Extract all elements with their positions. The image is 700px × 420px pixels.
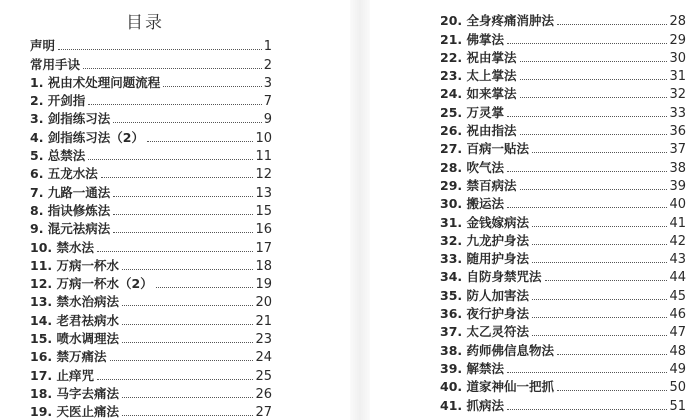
toc-entry <box>30 36 272 54</box>
toc-entry <box>30 237 272 255</box>
toc-entry-page-number: 10 <box>255 130 272 146</box>
toc-entry <box>440 340 686 358</box>
toc-entry <box>440 157 686 175</box>
dot-leader <box>101 177 254 178</box>
toc-entry-page-number: 1 <box>263 39 272 55</box>
toc-entry-page-number: 3 <box>263 75 272 91</box>
toc-entry-page-number: 36 <box>669 124 686 140</box>
toc-entry-page-number: 37 <box>669 142 686 158</box>
toc-entry-page-number: 19 <box>255 277 272 293</box>
toc-entry-label: 33. 随用护身法 <box>440 251 529 267</box>
toc-entry-page-number: 28 <box>669 14 686 30</box>
dot-leader <box>520 189 668 190</box>
dot-leader <box>507 372 667 373</box>
toc-entry <box>30 384 272 402</box>
toc-entry-label: 31. 金钱嫁病法 <box>440 214 529 230</box>
dot-leader <box>507 43 667 44</box>
toc-entry-page-number: 11 <box>255 149 272 165</box>
toc-entry-label: 2. 开剑指 <box>30 93 86 109</box>
dot-leader <box>113 214 253 215</box>
toc-entry <box>30 329 272 347</box>
toc-entry-page-number: 23 <box>255 332 272 348</box>
toc-entry <box>440 66 686 84</box>
toc-entry-label: 28. 吹气法 <box>440 159 504 175</box>
dot-leader <box>122 324 253 325</box>
toc-entry <box>30 182 272 200</box>
toc-entry-page-number: 44 <box>669 270 686 286</box>
toc-entry <box>30 54 272 72</box>
toc-entry-label: 32. 九龙护身法 <box>440 232 529 248</box>
dot-leader <box>520 61 668 62</box>
toc-entry-label: 36. 夜行护身法 <box>440 306 529 322</box>
toc-entry-label: 22. 祝由掌法 <box>440 49 517 65</box>
toc-entry-page-number: 17 <box>255 240 272 256</box>
toc-entry-label: 常用手诀 <box>30 56 81 72</box>
dot-leader <box>122 415 253 416</box>
toc-entry-label: 40. 道家神仙一把抓 <box>440 379 554 395</box>
dot-leader <box>545 280 668 281</box>
toc-entry <box>440 304 686 322</box>
toc-entry <box>30 109 272 127</box>
toc-entry <box>440 212 686 230</box>
toc-entry-label: 35. 防人加害法 <box>440 287 529 303</box>
dot-leader <box>520 97 668 98</box>
toc-entry-page-number: 18 <box>255 258 272 274</box>
dot-leader <box>520 134 668 135</box>
toc-entry <box>440 359 686 377</box>
toc-entry-label: 4. 剑指练习法（2） <box>30 129 144 145</box>
toc-entry-page-number: 41 <box>669 215 686 231</box>
toc-entry-label: 16. 禁万痛法 <box>30 349 107 365</box>
toc-entry <box>440 121 686 139</box>
toc-entry-label: 12. 万病一杯水（2） <box>30 276 153 292</box>
toc-entry-label: 13. 禁水治病法 <box>30 294 119 310</box>
toc-list-right <box>440 11 686 414</box>
dot-leader <box>97 251 253 252</box>
toc-entry-page-number: 42 <box>669 233 686 249</box>
toc-entry-page-number: 9 <box>263 112 272 128</box>
toc-entry <box>30 73 272 91</box>
toc-entry-page-number: 40 <box>669 197 686 213</box>
toc-entry-page-number: 46 <box>669 307 686 323</box>
toc-entry-label: 1. 祝由术处理问题流程 <box>30 74 161 90</box>
toc-entry <box>30 256 272 274</box>
toc-entry <box>30 164 272 182</box>
toc-entry-page-number: 45 <box>669 288 686 304</box>
toc-entry <box>440 285 686 303</box>
toc-entry-label: 38. 药师佛信息物法 <box>440 342 554 358</box>
right-page <box>370 0 700 420</box>
toc-entry-label: 9. 混元祛病法 <box>30 221 111 237</box>
toc-entry <box>440 176 686 194</box>
toc-entry <box>30 347 272 365</box>
toc-entry-page-number: 24 <box>255 350 272 366</box>
toc-entry <box>30 365 272 383</box>
toc-entry-page-number: 7 <box>263 94 272 110</box>
dot-leader <box>532 299 667 300</box>
toc-entry <box>30 146 272 164</box>
toc-entry-page-number: 20 <box>255 295 272 311</box>
toc-entry-label: 25. 万灵掌 <box>440 104 504 120</box>
dot-leader <box>97 379 253 380</box>
toc-entry-label: 24. 如来掌法 <box>440 86 517 102</box>
toc-entry-page-number: 21 <box>255 313 272 329</box>
toc-entry-label: 19. 天医止痛法 <box>30 404 119 420</box>
toc-entry-page-number: 25 <box>255 368 272 384</box>
toc-entry-page-number: 27 <box>255 405 272 420</box>
dot-leader <box>122 269 253 270</box>
toc-entry-page-number: 32 <box>669 87 686 103</box>
toc-entry-label: 26. 祝由指法 <box>440 123 517 139</box>
toc-entry-page-number: 26 <box>255 386 272 402</box>
toc-entry-page-number: 12 <box>255 167 272 183</box>
toc-entry <box>440 84 686 102</box>
dot-leader <box>88 104 261 105</box>
dot-leader <box>507 171 667 172</box>
dot-leader <box>122 305 253 306</box>
dot-leader <box>83 68 262 69</box>
toc-entry-label: 29. 禁百病法 <box>440 177 517 193</box>
toc-entry-page-number: 47 <box>669 325 686 341</box>
toc-entry <box>440 231 686 249</box>
toc-entry-page-number: 51 <box>669 398 686 414</box>
toc-entry <box>440 395 686 413</box>
toc-entry-label: 41. 抓病法 <box>440 397 504 413</box>
toc-entry-label: 声明 <box>30 38 56 54</box>
dot-leader <box>532 335 667 336</box>
toc-list-left <box>30 36 272 420</box>
toc-entry <box>30 292 272 310</box>
dot-leader <box>122 342 253 343</box>
dot-leader <box>58 49 262 50</box>
toc-entry-page-number: 43 <box>669 252 686 268</box>
toc-entry-page-number: 31 <box>669 69 686 85</box>
toc-entry-label: 34. 自防身禁咒法 <box>440 269 542 285</box>
toc-entry-label: 5. 总禁法 <box>30 148 86 164</box>
toc-entry <box>30 127 272 145</box>
dot-leader <box>507 409 667 410</box>
dot-leader <box>557 354 667 355</box>
dot-leader <box>532 226 667 227</box>
toc-entry-page-number: 49 <box>669 361 686 377</box>
toc-entry <box>440 322 686 340</box>
dot-leader <box>532 262 667 263</box>
toc-title: 目录 <box>126 13 164 33</box>
dot-leader <box>163 86 261 87</box>
dot-leader <box>532 152 667 153</box>
toc-entry <box>440 194 686 212</box>
toc-entry <box>440 249 686 267</box>
toc-entry <box>440 377 686 395</box>
toc-entry-label: 10. 禁水法 <box>30 239 94 255</box>
dot-leader <box>520 79 668 80</box>
toc-entry-label: 17. 止痒咒 <box>30 367 94 383</box>
toc-entry-label: 27. 百病一贴法 <box>440 141 529 157</box>
toc-entry <box>440 29 686 47</box>
toc-entry-page-number: 16 <box>255 222 272 238</box>
toc-entry <box>30 402 272 420</box>
toc-entry <box>30 274 272 292</box>
toc-entry-label: 18. 马字去痛法 <box>30 385 119 401</box>
dot-leader <box>156 287 254 288</box>
toc-entry-label: 15. 喷水调理法 <box>30 331 119 347</box>
toc-entry-page-number: 38 <box>669 160 686 176</box>
page-gutter <box>350 0 370 420</box>
toc-entry-page-number: 13 <box>255 185 272 201</box>
dot-leader <box>88 159 253 160</box>
dot-leader <box>557 24 667 25</box>
toc-entry-label: 37. 太乙灵符法 <box>440 324 529 340</box>
dot-leader <box>122 397 253 398</box>
toc-entry <box>30 219 272 237</box>
toc-entry <box>440 139 686 157</box>
toc-entry <box>440 102 686 120</box>
toc-entry-label: 39. 解禁法 <box>440 360 504 376</box>
toc-entry <box>440 11 686 29</box>
toc-entry <box>30 310 272 328</box>
toc-entry-label: 21. 佛掌法 <box>440 31 504 47</box>
dot-leader <box>507 116 667 117</box>
dot-leader <box>113 196 253 197</box>
toc-entry-label: 6. 五龙水法 <box>30 166 98 182</box>
dot-leader <box>113 232 253 233</box>
toc-entry-label: 7. 九路一通法 <box>30 184 111 200</box>
toc-entry-label: 23. 太上掌法 <box>440 68 517 84</box>
toc-entry-page-number: 50 <box>669 380 686 396</box>
dot-leader <box>113 122 261 123</box>
toc-entry <box>30 91 272 109</box>
toc-entry-label: 8. 指诀修炼法 <box>30 202 111 218</box>
toc-entry-page-number: 15 <box>255 203 272 219</box>
dot-leader <box>532 317 667 318</box>
toc-entry-label: 11. 万病一杯水 <box>30 257 119 273</box>
toc-entry-label: 14. 老君祛病水 <box>30 312 119 328</box>
dot-leader <box>507 207 667 208</box>
dot-leader <box>557 390 667 391</box>
dot-leader <box>110 360 254 361</box>
toc-entry-page-number: 33 <box>669 105 686 121</box>
toc-entry-page-number: 48 <box>669 343 686 359</box>
toc-entry-label: 20. 全身疼痛消肿法 <box>440 13 554 29</box>
toc-entry-page-number: 39 <box>669 178 686 194</box>
toc-entry-page-number: 2 <box>263 57 272 73</box>
dot-leader <box>532 244 667 245</box>
toc-entry <box>30 201 272 219</box>
toc-entry-label: 30. 搬运法 <box>440 196 504 212</box>
toc-entry-page-number: 30 <box>669 50 686 66</box>
dot-leader <box>147 141 253 142</box>
toc-entry <box>440 267 686 285</box>
toc-entry-label: 3. 剑指练习法 <box>30 111 111 127</box>
toc-entry-page-number: 29 <box>669 32 686 48</box>
toc-entry <box>440 48 686 66</box>
